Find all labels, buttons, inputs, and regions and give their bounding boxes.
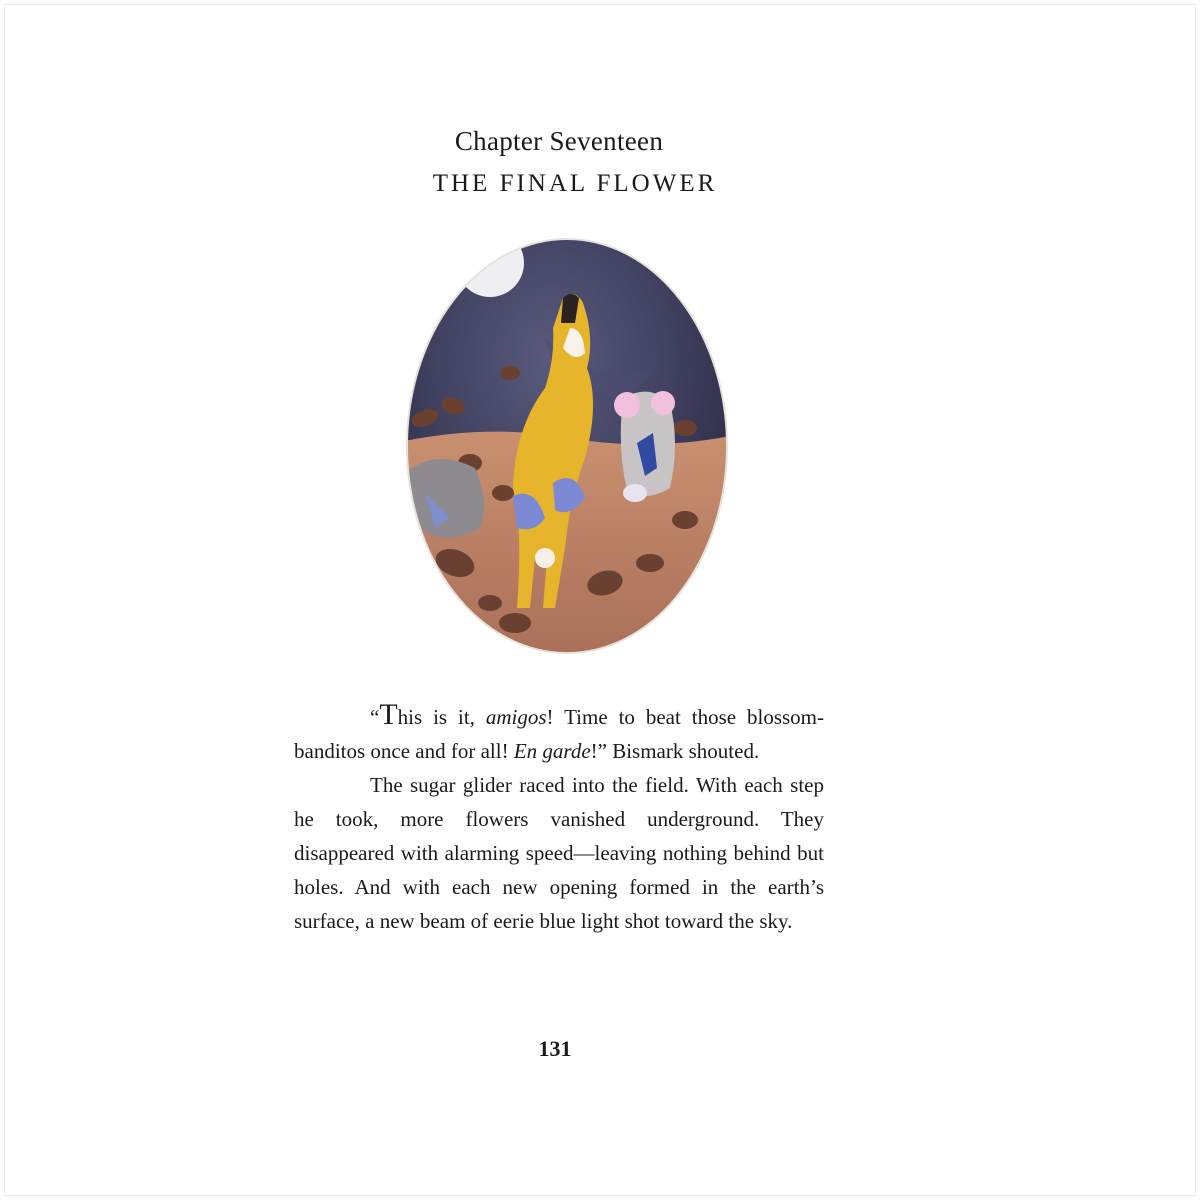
watercolor-illustration-icon xyxy=(395,228,745,668)
paragraph-1-text-a: his is it, xyxy=(397,705,486,729)
paragraph-1-emphasis-a: amigos xyxy=(485,705,547,729)
chapter-number-heading: Chapter Seventeen xyxy=(454,126,664,156)
paragraph-1-text-c: !” Bismark shouted. xyxy=(590,739,760,763)
paragraph-1-text-b: ! Time to beat those blossom-banditos once and for all! xyxy=(294,705,824,763)
paragraph-2: The sugar glider raced into the field. With each step he took, more flowers vanished underground. They disappeared with alarming speed—leaving nothing behind but holes. And with each new opening formed in the earth’s surface, a new beam of eerie blue light shot toward the sky. xyxy=(294,773,824,933)
chapter-title: THE FINAL FLOWER xyxy=(432,170,718,197)
paragraph-1 xyxy=(294,700,824,768)
drop-cap-letter: T xyxy=(379,698,398,731)
paragraph-1-emphasis-b: En garde xyxy=(513,739,591,763)
opening-quote: “ xyxy=(370,705,380,729)
page-number: 131 xyxy=(538,1036,572,1061)
chapter-body xyxy=(294,700,824,938)
